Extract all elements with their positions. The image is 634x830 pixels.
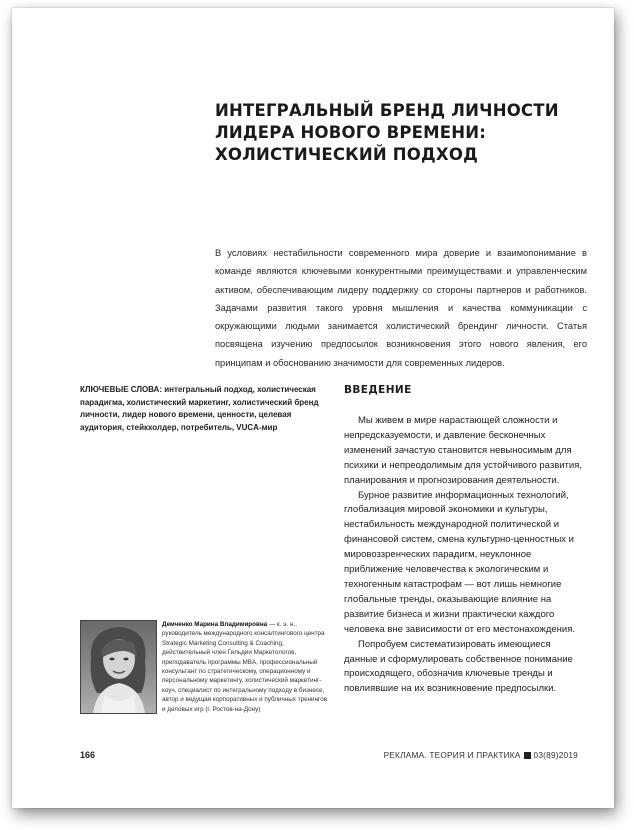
- keywords-block: [80, 384, 328, 434]
- keywords-label: КЛЮЧЕВЫЕ СЛОВА:: [80, 385, 162, 394]
- body-paragraph: Попробуем систематизировать имеющиеся данные и сформулировать собственное понимание происходящего, обозначив ключевые тренды и повлиявшие на их возникновение предпосылки.: [344, 638, 573, 695]
- section-heading-introduction: ВВЕДЕНИЕ: [344, 384, 412, 396]
- author-bio: — к. э. н., руководитель международного консалтингового центра Strategic Marketing Consulting & Coaching, действительный член Гильдии Маркетологов, преподаватель программы MBA, профессиональный консультант по стратегическому, операционному и персональному маркетингу, холистический маркетинг-коуч, специалист по интегральному подходу в бизнесе, автор и ведущая корпоративных и публичных тренингов и деловых игр (г. Ростов-на-Дону): [162, 621, 328, 713]
- journal-issue: 03(89)2019: [533, 750, 578, 760]
- author-name: Демченко Марина Владимировна: [162, 621, 268, 628]
- keywords-text: интегральный подход, холистическая парадигма, холистический маркетинг, холистический бренд личности, лидер нового времени, ценности, целевая аудитория, стейкхолдер, потребитель, VUCA-мир: [80, 385, 319, 432]
- author-photo: [80, 620, 157, 714]
- body-paragraph: Бурное развитие информационных технологий, глобализация мировой экономики и культуры, нестабильность международной политической и финансовой систем, смена культурно-ценностных и мировоззренческих парадигм, неуклонное приближение человечества к экологическим и техногенным катастрофам — вот лишь немногие глобальные тренды, оказывающие влияние на развитие бизнеса и жизни практически каждого человека вне зависимости от его местонахождения.: [344, 489, 575, 635]
- page-number: 166: [80, 750, 96, 760]
- body-paragraph: Мы живем в мире нарастающей сложности и непредсказуемости, и давление бесконечных изменений зачастую становится невыносимым для психики и непреодолимым для устойчивого развития, планирования и прогнозирования деятельности.: [344, 415, 582, 486]
- journal-page: [12, 8, 614, 808]
- article-abstract: В условиях нестабильности современного мира доверие и взаимопонимание в команде являются ключевыми конкурентными преимуществами и управленческим активом, обеспечивающим лидеру поддержку со стороны партнеров и работников. Задачами развития такого уровня мышления и качества коммуникации с окружающими людьми занимается холистический брендинг личности. Статья посвящена изучению предпосылок возникновения этого нового явления, его принципам и обоснованию значимости для современных лидеров.: [215, 248, 587, 368]
- journal-name: РЕКЛАМА. ТЕОРИЯ И ПРАКТИКА: [383, 750, 521, 760]
- journal-footer: [384, 750, 578, 760]
- article-title: ИНТЕГРАЛЬНЫЙ БРЕНД ЛИЧНОСТИ ЛИДЕРА НОВОГО ВРЕМЕНИ: ХОЛИСТИЧЕСКИЙ ПОДХОД: [215, 101, 559, 164]
- filled-square-icon: [524, 752, 531, 759]
- introduction-body: [344, 414, 584, 697]
- author-info: [162, 620, 332, 714]
